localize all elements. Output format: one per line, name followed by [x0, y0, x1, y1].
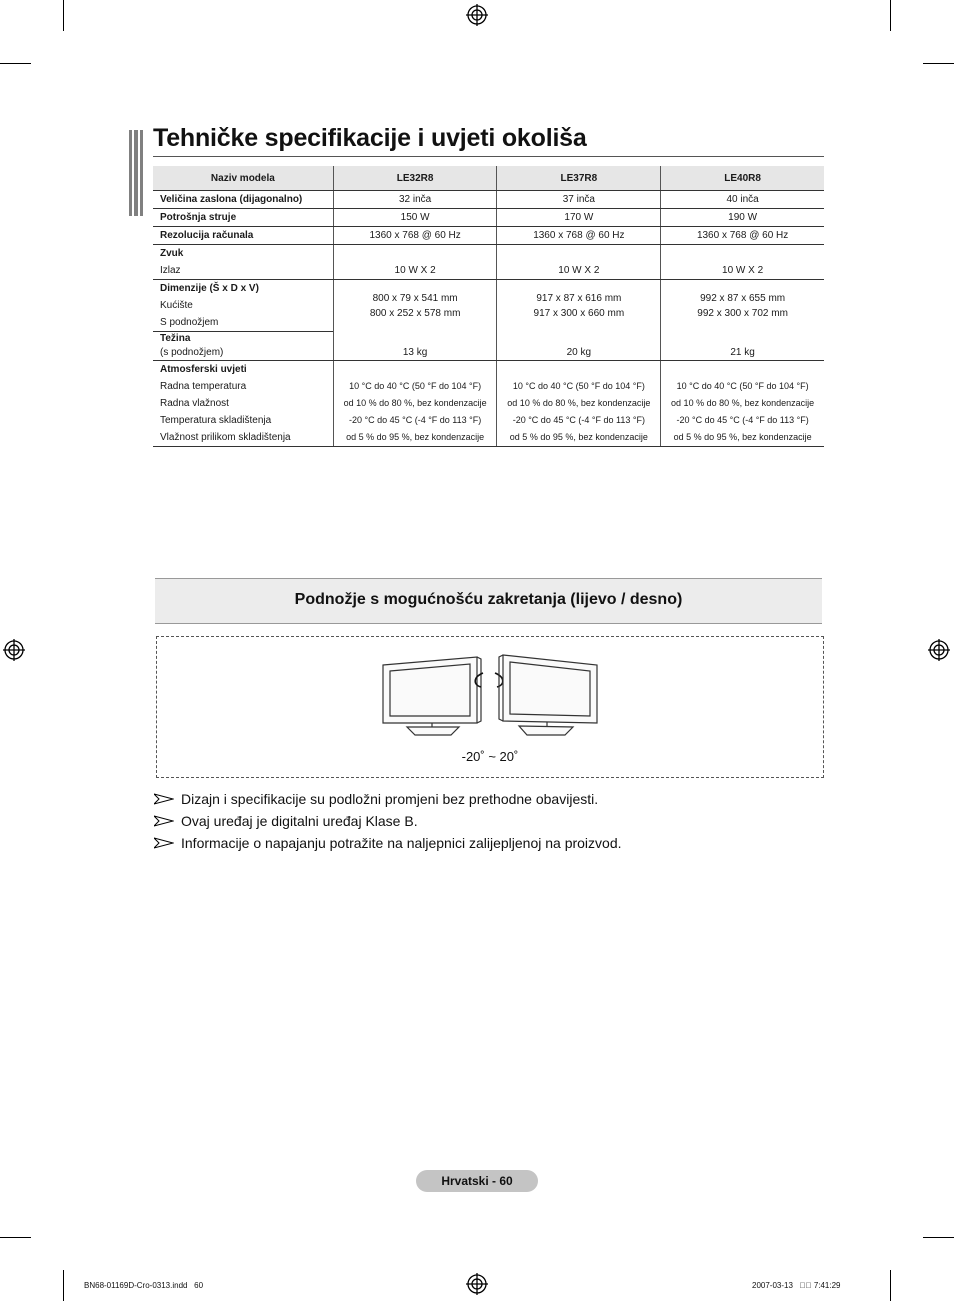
registration-mark-icon: [466, 4, 488, 26]
row-label: Veličina zaslona (dijagonalno): [153, 191, 333, 209]
note-text: Ovaj uređaj je digitalni uređaj Klase B.: [181, 813, 418, 829]
row-label: Dimenzije (Š x D x V): [160, 283, 259, 294]
arrow-bullet-icon: [154, 793, 174, 805]
file-info: BN68-01169D-Cro-0313.indd 60: [84, 1281, 204, 1290]
registration-mark-icon: [466, 1273, 488, 1295]
crop-mark: [63, 0, 64, 31]
cell-value: 992 x 87 x 655 mm 992 x 300 x 702 mm: [661, 280, 824, 332]
crop-mark: [890, 1270, 891, 1301]
title-divider: [153, 156, 824, 157]
row-label: Potrošnja struje: [153, 209, 333, 227]
arrow-bullet-icon: [154, 837, 174, 849]
row-sublabel: S podnožjem: [153, 314, 333, 332]
table-row: [153, 262, 824, 280]
row-label: Rezolucija računala: [153, 227, 333, 245]
list-item: [154, 810, 622, 832]
table-row: [153, 332, 824, 347]
cell-value: od 5 % do 95 %, bez kondenzacije: [333, 429, 497, 447]
cell-value: 800 x 79 x 541 mm 800 x 252 x 578 mm: [333, 280, 497, 332]
swivel-tv-illustration: [377, 651, 607, 741]
cell-value: 10 W X 2: [333, 262, 497, 280]
crop-mark: [923, 1237, 954, 1238]
cell-value: 1360 x 768 @ 60 Hz: [333, 227, 497, 245]
cell-value: od 5 % do 95 %, bez kondenzacije: [497, 429, 661, 447]
crop-mark: [0, 1237, 31, 1238]
page-title: Tehničke specifikacije i uvjeti okoliša: [153, 124, 587, 152]
cell-value: 917 x 87 x 616 mm 917 x 300 x 660 mm: [497, 280, 661, 332]
table-row: [153, 280, 824, 298]
cell-value: od 10 % do 80 %, bez kondenzacije: [661, 395, 824, 412]
row-sublabel: Radna vlažnost: [160, 398, 229, 409]
print-timestamp: 2007-03-13 ￿￿ 7:41:29: [752, 1281, 841, 1290]
cell-value: 10 °C do 40 °C (50 °F do 104 °F): [333, 378, 497, 395]
table-row: [153, 209, 824, 227]
section-header: [155, 578, 822, 624]
cell-value: -20 °C do 45 °C (-4 °F do 113 °F): [497, 412, 661, 429]
row-sublabel: Temperatura skladištenja: [160, 415, 272, 426]
table-row: [153, 378, 824, 395]
table-row: [153, 429, 824, 447]
header-model: LE37R8: [497, 166, 661, 191]
list-item: [154, 832, 622, 854]
header-model: LE40R8: [661, 166, 824, 191]
cell-value: 32 inča: [333, 191, 497, 209]
spec-table: [153, 166, 824, 447]
notes-list: [154, 788, 622, 854]
table-header-row: [153, 166, 824, 191]
cell-value: 1360 x 768 @ 60 Hz: [661, 227, 824, 245]
header-model-name: Naziv modela: [153, 166, 333, 191]
row-sublabel: Kućište: [160, 300, 193, 311]
note-text: Dizajn i specifikacije su podložni promjeni bez prethodne obavijesti.: [181, 791, 599, 807]
row-sublabel: Vlažnost prilikom skladištenja: [153, 429, 333, 447]
cell-value: 13 kg: [333, 346, 497, 361]
registration-mark-icon: [3, 639, 25, 661]
crop-mark: [63, 1270, 64, 1301]
table-row: [153, 361, 824, 379]
registration-mark-icon: [928, 639, 950, 661]
cell-value: 190 W: [661, 209, 824, 227]
row-sublabel: Izlaz: [153, 262, 333, 280]
row-sublabel: (s podnožjem): [153, 346, 333, 361]
cell-value: od 10 % do 80 %, bez kondenzacije: [497, 395, 661, 412]
title-accent-bar: [129, 130, 143, 216]
tv-left-icon: [383, 657, 481, 735]
table-row: [153, 395, 824, 412]
cell-value: 150 W: [333, 209, 497, 227]
cell-value: 20 kg: [497, 346, 661, 361]
rotation-range-label: -20˚ ~ 20˚: [461, 749, 519, 764]
cell-value: 10 °C do 40 °C (50 °F do 104 °F): [497, 378, 661, 395]
cell-value: 10 W X 2: [661, 262, 824, 280]
list-item: [154, 788, 622, 810]
cell-value: 21 kg: [661, 346, 824, 361]
swivel-illustration-box: [156, 636, 824, 778]
cell-value: 37 inča: [497, 191, 661, 209]
cell-value: -20 °C do 45 °C (-4 °F do 113 °F): [333, 412, 497, 429]
table-row: [153, 227, 824, 245]
arrow-bullet-icon: [154, 815, 174, 827]
row-label: Atmosferski uvjeti: [160, 364, 247, 375]
crop-mark: [0, 63, 31, 64]
note-text: Informacije o napajanju potražite na naljepnici zalijepljenoj na proizvod.: [181, 835, 622, 851]
row-label: Težina: [160, 333, 191, 344]
cell-value: 10 °C do 40 °C (50 °F do 104 °F): [661, 378, 824, 395]
crop-mark: [890, 0, 891, 31]
crop-mark: [923, 63, 954, 64]
table-row: [153, 346, 824, 361]
cell-value: 40 inča: [661, 191, 824, 209]
tv-right-icon: [499, 655, 597, 735]
cell-value: -20 °C do 45 °C (-4 °F do 113 °F): [661, 412, 824, 429]
table-row: [153, 412, 824, 429]
row-sublabel: Radna temperatura: [160, 381, 247, 392]
cell-value: od 5 % do 95 %, bez kondenzacije: [661, 429, 824, 447]
section-title: Podnožje s mogućnošću zakretanja (lijevo / desno): [294, 591, 683, 608]
cell-value: 170 W: [497, 209, 661, 227]
header-model: LE32R8: [333, 166, 497, 191]
cell-value: 10 W X 2: [497, 262, 661, 280]
page-number-badge: Hrvatski - 60: [416, 1170, 538, 1192]
table-row: [153, 245, 824, 263]
cell-value: 1360 x 768 @ 60 Hz: [497, 227, 661, 245]
table-row: [153, 191, 824, 209]
row-label: Zvuk: [160, 248, 184, 259]
cell-value: od 10 % do 80 %, bez kondenzacije: [333, 395, 497, 412]
